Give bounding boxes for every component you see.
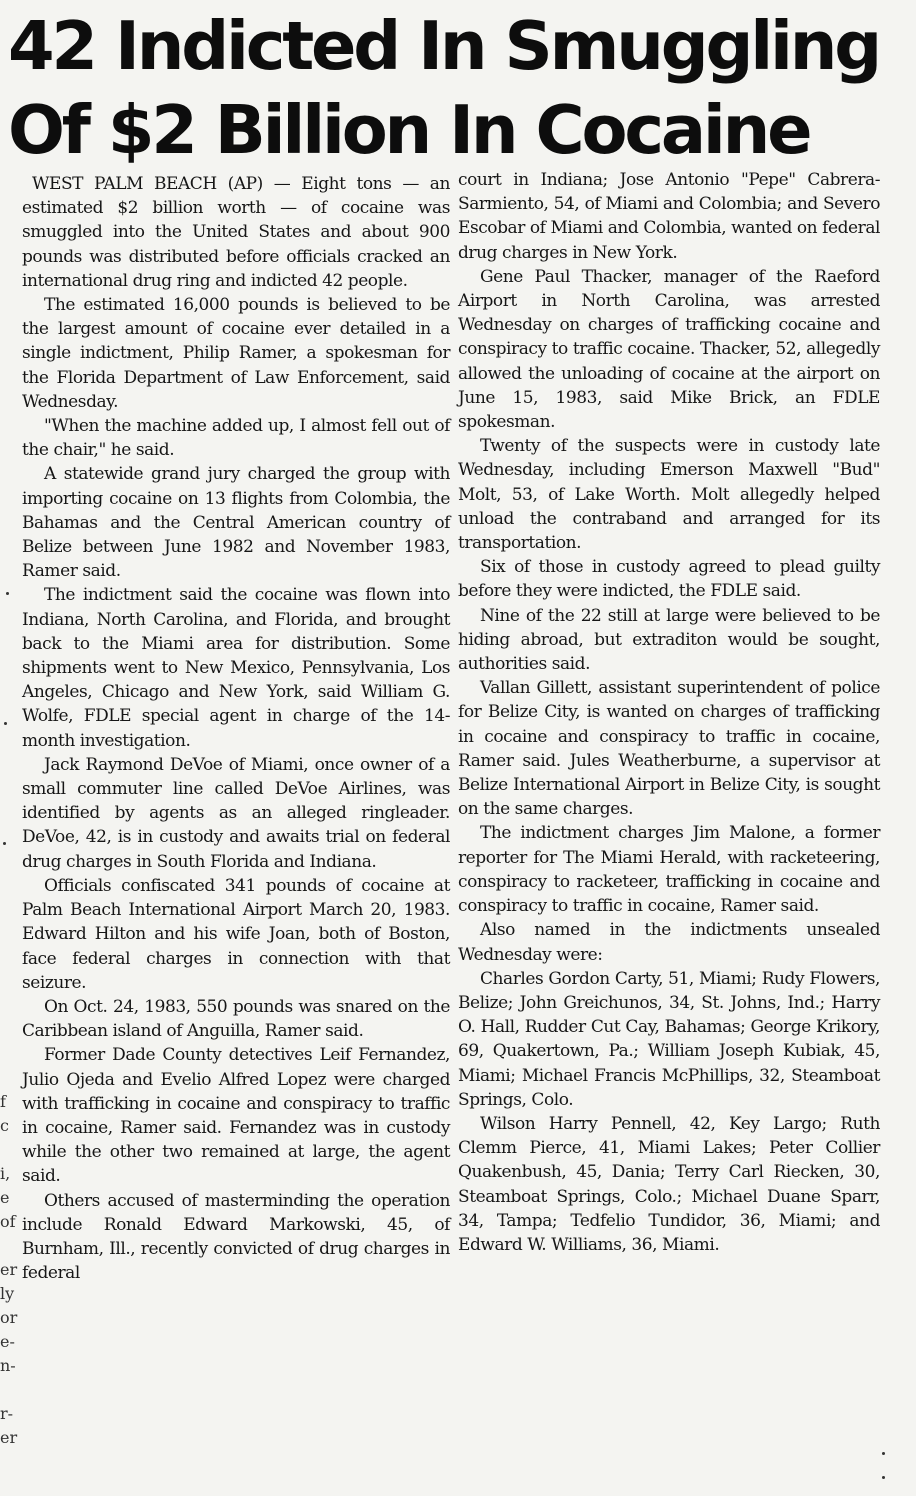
article-paragraph: "When the machine added up, I almost fell out of the chair," he said. — [22, 416, 450, 461]
fragment-line: n- — [0, 1356, 16, 1375]
article-paragraph: Nine of the 22 still at large were believed to be hiding abroad, but extraditon would be sought, authorities said. — [458, 605, 880, 675]
dateline: WEST PALM BEACH (AP) — — [32, 174, 302, 194]
fragment-line: e- — [0, 1332, 15, 1351]
article-paragraph: Vallan Gillett, assistant superintendent of police for Belize City, is wanted on charges of trafficking in cocaine and conspiracy to traffic in cocaine, Ramer said. Jules Weatherburne, a supervisor at Belize International Airport in Belize City, is sought on the same charges. — [458, 678, 880, 820]
article-column-left — [22, 172, 450, 1285]
fragment-line: r- — [0, 1404, 14, 1423]
article-paragraph: Others accused of masterminding the operation include Ronald Edward Markowski, 45, of Burnham, Ill., recently convicted of drug charges in federal — [22, 1190, 450, 1284]
article-paragraph — [22, 172, 450, 293]
print-speck — [6, 592, 9, 595]
print-speck — [882, 1452, 885, 1455]
article-paragraph: court in Indiana; Jose Antonio "Pepe" Cabrera-Sarmiento, 54, of Miami and Colombia; and Severo Escobar of Miami and Colombia, wanted on federal drug charges in New York. — [458, 170, 880, 263]
article-paragraph: Charles Gordon Carty, 51, Miami; Rudy Flowers, Belize; John Greichunos, 34, St. Johns, Ind.; Harry O. Hall, Rudder Cut Cay, Bahamas; George Krikory, 69, Quakertown, Pa.; William Joseph Kubiak, 45, Miami; Michael Francis McPhillips, 32, Steamboat Springs, Colo. — [458, 968, 880, 1110]
fragment-line: er — [0, 1260, 18, 1279]
fragment-line: c — [0, 1116, 9, 1135]
fragment-line: er — [0, 1428, 18, 1447]
article-paragraph: Six of those in custody agreed to plead guilty before they were indicted, the FDLE said. — [458, 557, 880, 602]
fragment-line: f — [0, 1092, 6, 1111]
paragraph-text: Eight tons — an estimated $2 billion worth — of cocaine was smuggled into the United States and about 900 pounds was distributed before officials cracked an international drug ring and indicted 42 people. — [22, 174, 450, 291]
article-paragraph: Gene Paul Thacker, manager of the Raeford Airport in North Carolina, was arrested Wednesday on charges of trafficking cocaine and conspiracy to traffic cocaine. Thacker, 52, allegedly allowed the unloading of cocaine at the airport on June 15, 1983, said Mike Brick, an FDLE spokesman. — [458, 266, 880, 433]
article-paragraph: On Oct. 24, 1983, 550 pounds was snared on the Caribbean island of Anguilla, Ramer said. — [22, 996, 450, 1042]
fragment-line: or — [0, 1308, 18, 1327]
article-paragraph: Also named in the indictments unsealed Wednesday were: — [458, 920, 880, 965]
fragment-line — [0, 1234, 14, 1258]
print-speck — [3, 842, 6, 845]
fragment-line: ly — [0, 1284, 15, 1303]
article-paragraph: A statewide grand jury charged the group with importing cocaine on 13 flights from Colombia, the Bahamas and the Central American country of Belize between June 1982 and November 1983, Ramer said. — [22, 464, 450, 582]
article-paragraph: Jack Raymond DeVoe of Miami, once owner of a small commuter line called DeVoe Airlines, was identified by agents as an alleged ringleader. DeVoe, 42, is in custody and awaits trial on federal drug charges in South Florida and Indiana. — [22, 754, 450, 872]
article-column-right — [458, 168, 880, 1257]
article-paragraph: The indictment charges Jim Malone, a former reporter for The Miami Herald, with racketeering, conspiracy to racketeer, trafficking in cocaine and conspiracy to traffic in cocaine, Ramer said. — [458, 823, 880, 917]
fragment-line: e — [0, 1188, 10, 1207]
print-speck — [882, 1476, 885, 1479]
article-paragraph: Officials confiscated 341 pounds of cocaine at Palm Beach International Airport March 20, 1983. Edward Hilton and his wife Joan, both of Boston, face federal charges in connection with that seizure. — [22, 875, 450, 993]
article-headline — [8, 4, 908, 172]
fragment-line: of — [0, 1212, 16, 1231]
fragment-line: i, — [0, 1164, 11, 1183]
article-paragraph: Twenty of the suspects were in custody late Wednesday, including Emerson Maxwell "Bud" Molt, 53, of Lake Worth. Molt allegedly helped unload the contraband and arranged for its transportation. — [458, 436, 880, 554]
article-paragraph: The estimated 16,000 pounds is believed to be the largest amount of cocaine ever detailed in a single indictment, Philip Ramer, a spokesman for the Florida Department of Law Enforcement, said Wednesday. — [22, 295, 450, 412]
article-paragraph: The indictment said the cocaine was flown into Indiana, North Carolina, and Florida, and brought back to the Miami area for distribution. Some shipments went to New Mexico, Pennsylvania, Los Angeles, Chicago and New York, said William G. Wolfe, FDLE special agent in charge of the 14-month investigation. — [22, 585, 450, 751]
headline-line-2: Of $2 Billion In Cocaine — [8, 91, 810, 169]
fragment-line — [0, 1378, 14, 1402]
article-paragraph: Wilson Harry Pennell, 42, Key Largo; Ruth Clemm Pierce, 41, Miami Lakes; Peter Collier Quakenbush, 45, Dania; Terry Carl Riecken, 30, Steamboat Springs, Colo.; Michael Duane Sparr, 34, Tampa; Tedfelio Tundidor, 36, Miami; and Edward W. Williams, 36, Miami. — [458, 1113, 880, 1255]
article-paragraph: Former Dade County detectives Leif Fernandez, Julio Ojeda and Evelio Alfred Lopez were charged with trafficking in cocaine and conspiracy to traffic in cocaine, Ramer said. Fernandez was in custody while the other two remained at large, the agent said. — [22, 1045, 450, 1187]
adjacent-column-fragment — [0, 1090, 18, 1450]
headline-line-1: 42 Indicted In Smuggling — [8, 7, 880, 85]
fragment-line — [0, 1138, 14, 1162]
print-speck — [4, 722, 7, 725]
